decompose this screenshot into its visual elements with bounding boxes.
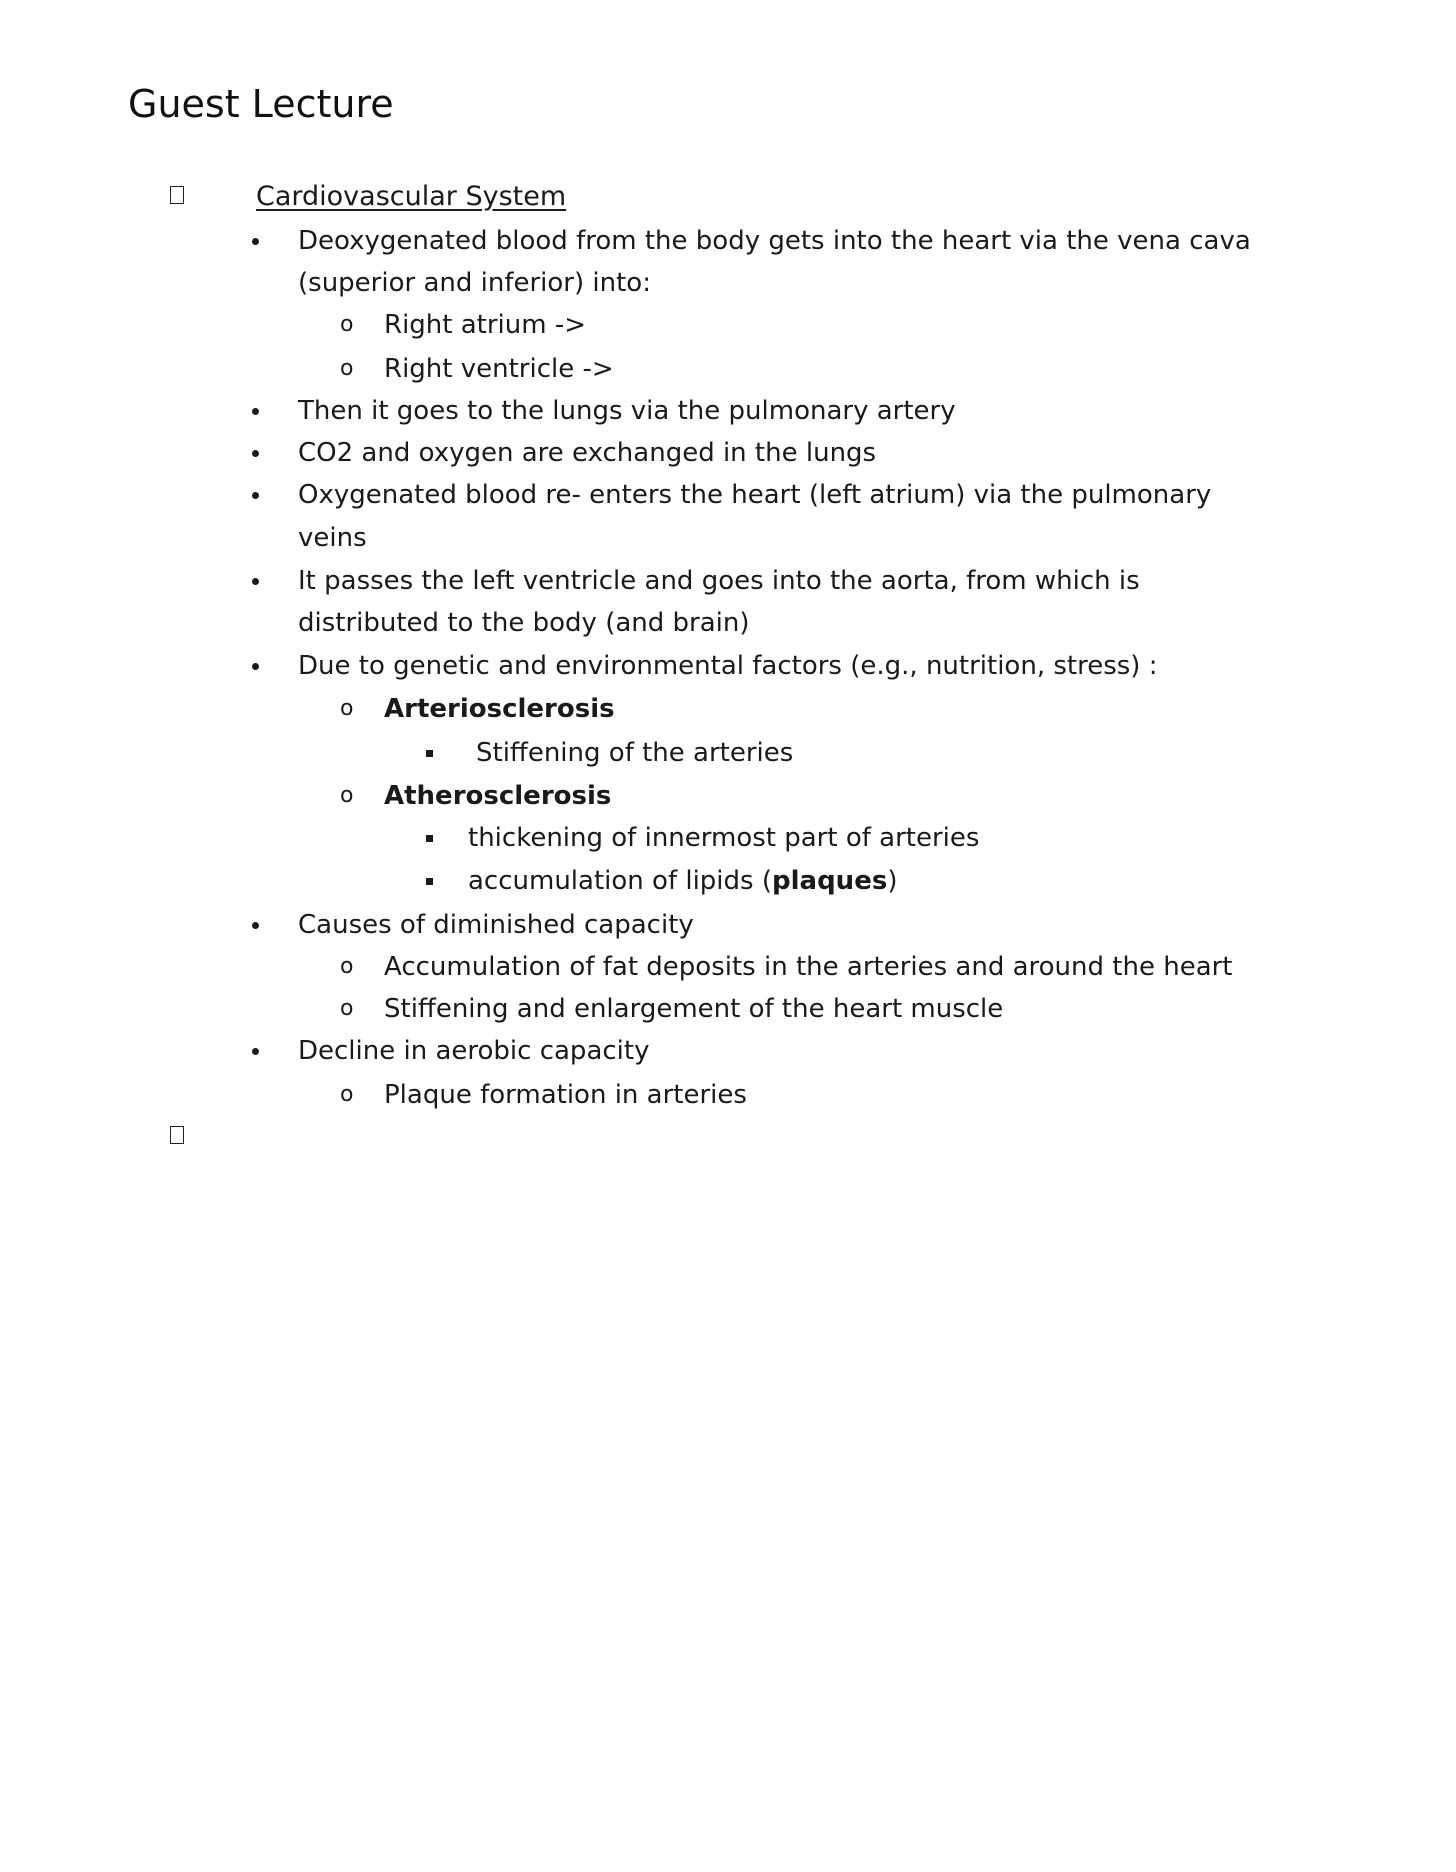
box-bullet-icon bbox=[170, 1126, 184, 1144]
list-item: CO2 and oxygen are exchanged in the lungs bbox=[298, 438, 877, 468]
list-item-text: ) bbox=[887, 866, 898, 896]
list-item-continuation: veins bbox=[298, 523, 367, 553]
bullet-circle-icon: o bbox=[340, 356, 354, 381]
list-item: Stiffening and enlargement of the heart muscle bbox=[384, 994, 1004, 1024]
list-item: Oxygenated blood re- enters the heart (left atrium) via the pulmonary bbox=[298, 480, 1212, 510]
list-item: Accumulation of fat deposits in the arteries and around the heart bbox=[384, 952, 1233, 982]
bullet-circle-icon: o bbox=[340, 312, 354, 337]
bullet-dot-icon bbox=[252, 390, 259, 432]
list-item bbox=[468, 860, 897, 902]
list-item-continuation: (superior and inferior) into: bbox=[298, 268, 651, 298]
list-item: Right atrium -> bbox=[384, 310, 587, 340]
bullet-dot-icon bbox=[252, 220, 259, 262]
list-item: Then it goes to the lungs via the pulmonary artery bbox=[298, 396, 956, 426]
bullet-square-icon bbox=[426, 860, 433, 902]
bullet-dot-icon bbox=[252, 474, 259, 516]
bullet-dot-icon bbox=[252, 904, 259, 946]
list-item-continuation: distributed to the body (and brain) bbox=[298, 608, 750, 638]
bullet-dot-icon bbox=[252, 560, 259, 602]
list-item: It passes the left ventricle and goes into the aorta, from which is bbox=[298, 566, 1140, 596]
bullet-square-icon bbox=[426, 732, 433, 774]
bullet-circle-icon: o bbox=[340, 783, 354, 808]
list-item-text: accumulation of lipids ( bbox=[468, 866, 772, 896]
bullet-dot-icon bbox=[252, 1030, 259, 1072]
bullet-circle-icon: o bbox=[340, 1082, 354, 1107]
section-heading: Cardiovascular System bbox=[256, 181, 567, 212]
bullet-circle-icon: o bbox=[340, 954, 354, 979]
list-item: Due to genetic and environmental factors (e.g., nutrition, stress) : bbox=[298, 651, 1158, 681]
bullet-dot-icon bbox=[252, 645, 259, 687]
list-item: Stiffening of the arteries bbox=[476, 738, 794, 768]
bullet-circle-icon: o bbox=[340, 696, 354, 721]
list-item: thickening of innermost part of arteries bbox=[468, 823, 980, 853]
page-title: Guest Lecture bbox=[128, 82, 394, 126]
bullet-circle-icon: o bbox=[340, 996, 354, 1021]
list-item-term: Arteriosclerosis bbox=[384, 694, 615, 724]
bullet-square-icon bbox=[426, 817, 433, 859]
list-item: Plaque formation in arteries bbox=[384, 1080, 747, 1110]
emphasis-text: plaques bbox=[772, 866, 888, 896]
bullet-dot-icon bbox=[252, 432, 259, 474]
box-bullet-icon bbox=[170, 186, 184, 204]
list-item: Decline in aerobic capacity bbox=[298, 1036, 650, 1066]
list-item: Right ventricle -> bbox=[384, 354, 614, 384]
list-item: Causes of diminished capacity bbox=[298, 910, 694, 940]
list-item: Deoxygenated blood from the body gets into the heart via the vena cava bbox=[298, 226, 1251, 256]
list-item-term: Atherosclerosis bbox=[384, 781, 612, 811]
